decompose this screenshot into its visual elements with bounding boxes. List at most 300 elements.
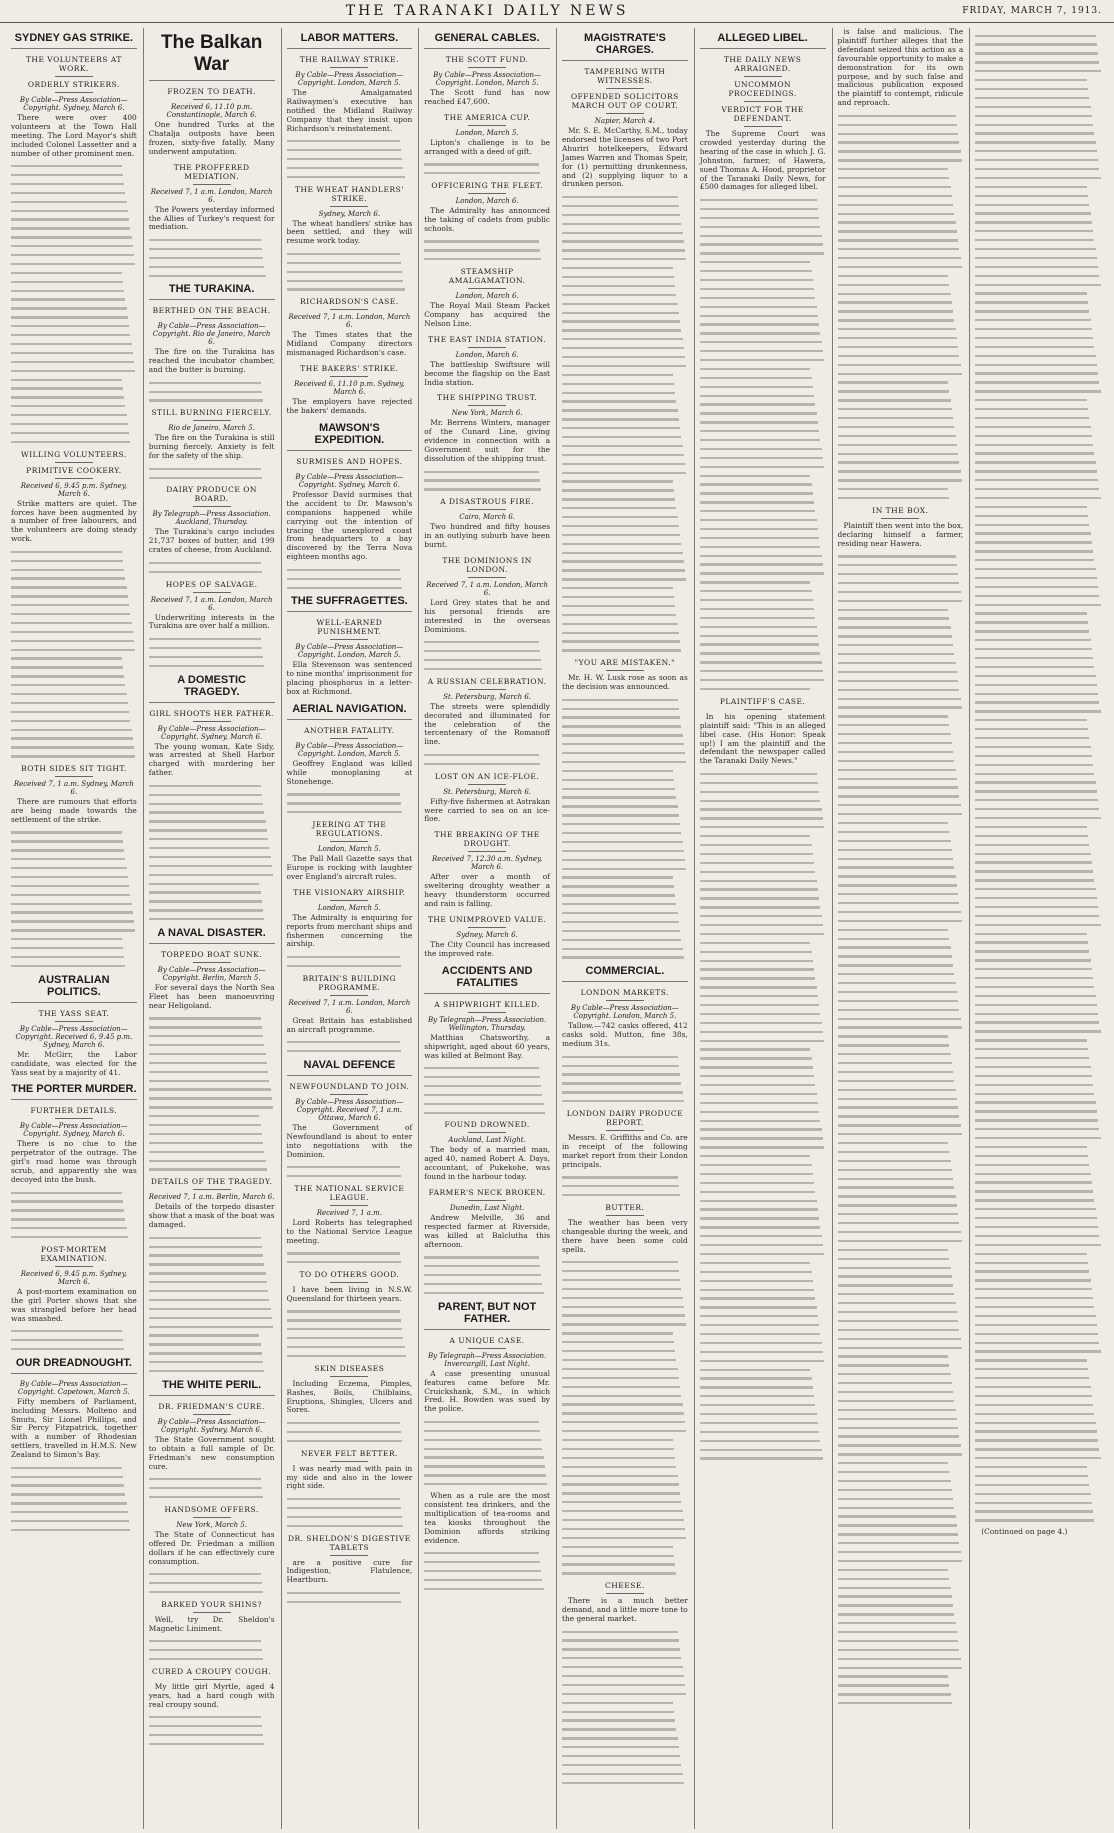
text-line xyxy=(975,319,1090,321)
text-line xyxy=(424,1439,541,1441)
text-line xyxy=(838,1498,954,1500)
text-line xyxy=(11,947,123,949)
article xyxy=(287,820,413,882)
text-line xyxy=(562,1448,674,1450)
issue-date: FRIDAY, MARCH 7, 1913. xyxy=(962,6,1102,16)
text-line xyxy=(838,982,956,984)
text-line xyxy=(838,893,959,895)
text-line xyxy=(975,266,1098,268)
text-line xyxy=(700,1377,812,1379)
article xyxy=(424,335,550,388)
article xyxy=(287,1364,413,1442)
text-line xyxy=(424,1483,547,1485)
text-line xyxy=(838,769,956,771)
text-line xyxy=(562,1711,674,1713)
article-subheading: BOTH SIDES SIT TIGHT. xyxy=(21,764,127,774)
text-line xyxy=(149,1716,261,1718)
illegible-body-text xyxy=(424,163,550,174)
article-subheading: BARKED YOUR SHINS? xyxy=(161,1599,263,1609)
article xyxy=(424,1336,550,1486)
text-line xyxy=(562,1782,684,1784)
article xyxy=(424,1000,550,1114)
article-subheading: BRITAIN'S BUILDING PROGRAMME. xyxy=(302,973,397,992)
text-line xyxy=(287,956,400,958)
article-body: There are rumours that efforts are being made towards the settlement of the strike. xyxy=(11,797,137,824)
text-line xyxy=(700,652,821,654)
text-line xyxy=(975,790,1097,792)
article-subheading: THE WHEAT HANDLERS' STRIKE. xyxy=(294,184,404,203)
text-line xyxy=(149,838,268,840)
text-line xyxy=(424,1283,542,1285)
article-dateline: Received 7, 1 a.m. xyxy=(316,1208,383,1217)
text-line xyxy=(700,1200,817,1202)
text-line xyxy=(11,441,130,443)
text-line xyxy=(149,1080,270,1082)
text-line xyxy=(149,918,265,920)
text-line xyxy=(700,510,816,512)
article xyxy=(562,32,688,61)
text-line xyxy=(975,346,1094,348)
article-body: There is a much better demand, and a little more tone to the general market. xyxy=(562,1596,688,1624)
text-line xyxy=(700,501,814,503)
text-line xyxy=(424,172,540,174)
article-body: The Turakina's cargo includes 21,737 boxes of butter, and 199 crates of cheese, from Auckland. xyxy=(148,527,275,555)
text-line xyxy=(838,337,957,339)
text-line xyxy=(700,1031,823,1033)
article-dateline: By Cable—Press Association—Copyright. Received 7, 1 a.m. Ottawa, March 6. xyxy=(295,1097,404,1122)
text-line xyxy=(11,657,122,659)
text-line xyxy=(424,1256,538,1258)
text-line xyxy=(562,1350,675,1352)
text-line xyxy=(838,1009,960,1011)
article-headline: A DOMESTIC TRAGEDY. xyxy=(149,674,275,703)
text-line xyxy=(562,427,680,429)
text-line xyxy=(838,582,960,584)
text-line xyxy=(11,334,130,336)
text-line xyxy=(424,1474,546,1476)
text-line xyxy=(700,306,817,308)
text-line xyxy=(562,1492,680,1494)
text-line xyxy=(838,1595,952,1597)
text-line xyxy=(149,1124,261,1126)
article-dateline: Sydney, March 6. xyxy=(318,209,381,218)
article-subheading: RICHARDSON'S CASE. xyxy=(300,297,399,307)
text-line xyxy=(287,1261,401,1263)
article-subheading: NEWFOUNDLAND TO JOIN. xyxy=(289,1081,410,1091)
illegible-body-text xyxy=(149,239,275,277)
text-line xyxy=(700,243,823,245)
text-line xyxy=(562,1377,679,1379)
article-subheading: THE DAILY NEWS ARRAIGNED. xyxy=(723,55,802,73)
text-line xyxy=(975,586,1098,588)
text-line xyxy=(562,374,673,376)
text-line xyxy=(700,466,824,468)
text-line xyxy=(562,1702,673,1704)
article xyxy=(149,709,275,921)
text-line xyxy=(975,639,1090,641)
illegible-body-text xyxy=(11,1330,137,1350)
text-line xyxy=(975,1404,1093,1406)
text-line xyxy=(838,1418,957,1420)
text-line xyxy=(838,617,950,619)
text-line xyxy=(700,880,817,882)
text-line xyxy=(149,1591,263,1593)
text-line xyxy=(11,586,127,588)
article-body: The Royal Mail Steam Packet Company has acquired the Nelson Line. xyxy=(424,300,550,328)
article xyxy=(287,618,413,697)
text-line xyxy=(975,1057,1089,1059)
text-line xyxy=(562,498,675,500)
text-line xyxy=(149,1044,265,1046)
divider xyxy=(330,639,368,640)
text-line xyxy=(562,1519,684,1521)
text-line xyxy=(700,359,824,361)
article-subheading: SKIN DISEASES xyxy=(314,1363,385,1373)
text-line xyxy=(700,1075,814,1077)
text-line xyxy=(838,1667,962,1669)
text-line xyxy=(700,688,811,690)
text-line xyxy=(975,79,1087,81)
divider xyxy=(55,478,93,479)
text-line xyxy=(149,382,261,384)
text-line xyxy=(700,1155,811,1157)
text-line xyxy=(975,177,1100,179)
article xyxy=(287,422,413,451)
text-line xyxy=(562,436,681,438)
text-line xyxy=(838,1204,957,1206)
article xyxy=(287,185,413,291)
article-body: Lipton's challenge is to be arranged with a deed of gift. xyxy=(424,137,550,156)
illegible-body-text xyxy=(11,1467,137,1532)
illegible-body-text xyxy=(287,1310,413,1357)
article xyxy=(287,595,413,612)
text-line xyxy=(562,1563,675,1565)
text-line xyxy=(975,381,1099,383)
text-line xyxy=(975,1333,1098,1335)
text-line xyxy=(149,1334,260,1336)
divider xyxy=(606,670,644,671)
text-line xyxy=(287,271,403,273)
text-line xyxy=(287,149,401,151)
text-line xyxy=(838,1106,959,1108)
text-line xyxy=(838,1329,960,1331)
text-line xyxy=(838,1684,950,1686)
article-subheading: NEVER FELT BETTER. xyxy=(300,1448,398,1458)
divider xyxy=(193,592,231,593)
text-line xyxy=(975,1422,1095,1424)
text-line xyxy=(562,841,683,843)
article-dateline: By Cable—Press Association—Copyright. Sydney, March 6. xyxy=(295,472,404,489)
article-dateline: By Cable—Press Association—Copyright. Sydney, March 6. xyxy=(157,1417,266,1434)
divider xyxy=(55,1266,93,1267)
text-line xyxy=(562,1475,678,1477)
text-line xyxy=(838,1018,961,1020)
text-line xyxy=(838,266,962,268)
article-headline: A NAVAL DISASTER. xyxy=(149,927,275,944)
article-dateline: By Telegraph—Press Association. Wellington, Thursday. xyxy=(427,1015,547,1032)
text-line xyxy=(562,876,673,878)
article-body: Andrew Melville, 36 and respected farmer at Riverside, was killed at Balclutha this afternoon. xyxy=(424,1213,550,1249)
text-line xyxy=(562,516,678,518)
text-line xyxy=(975,959,1090,961)
text-line xyxy=(838,635,952,637)
text-line xyxy=(424,1103,543,1105)
text-line xyxy=(838,1026,962,1028)
article-body: Messrs. E. Griffiths and Co. are in receipt of the following market report from their London principals. xyxy=(562,1133,688,1169)
text-line xyxy=(149,803,263,805)
text-line xyxy=(975,995,1095,997)
text-line xyxy=(975,1297,1093,1299)
article-dateline: Auckland, Last Night. xyxy=(448,1136,526,1145)
text-line xyxy=(700,1360,824,1362)
text-line xyxy=(700,208,818,210)
text-line xyxy=(424,1430,540,1432)
text-line xyxy=(11,174,123,176)
illegible-body-text xyxy=(562,1631,688,1784)
text-line xyxy=(975,1368,1088,1370)
text-line xyxy=(975,1021,1099,1023)
article xyxy=(424,915,550,959)
text-line xyxy=(287,140,400,142)
text-line xyxy=(838,751,954,753)
article-subheading: SURMISES AND HOPES. xyxy=(296,456,403,466)
column-6 xyxy=(695,28,833,1829)
illegible-body-text xyxy=(287,1166,413,1177)
text-line xyxy=(838,364,961,366)
divider xyxy=(330,376,368,377)
text-line xyxy=(838,453,959,455)
text-line xyxy=(975,97,1089,99)
text-line xyxy=(149,1133,262,1135)
text-line xyxy=(149,1281,267,1283)
text-line xyxy=(149,909,263,911)
text-line xyxy=(562,1737,678,1739)
text-line xyxy=(562,1510,683,1512)
text-line xyxy=(838,653,955,655)
text-line xyxy=(838,284,950,286)
text-line xyxy=(975,1128,1099,1130)
text-line xyxy=(975,604,1100,606)
text-line xyxy=(562,578,686,580)
text-line xyxy=(149,477,262,479)
text-line xyxy=(562,534,680,536)
text-line xyxy=(11,929,135,931)
text-line xyxy=(975,35,1095,37)
text-line xyxy=(975,88,1088,90)
divider xyxy=(55,462,93,463)
text-line xyxy=(11,1348,124,1350)
text-line xyxy=(149,656,263,658)
text-line xyxy=(562,1773,683,1775)
text-line xyxy=(287,288,405,290)
text-line xyxy=(11,1218,125,1220)
text-line xyxy=(11,956,124,958)
text-line xyxy=(975,817,1100,819)
text-line xyxy=(838,1435,960,1437)
text-line xyxy=(700,1404,816,1406)
text-line xyxy=(975,737,1089,739)
text-line xyxy=(149,820,266,822)
text-line xyxy=(424,1456,543,1458)
illegible-body-text xyxy=(287,1592,413,1603)
text-line xyxy=(838,884,957,886)
text-line xyxy=(700,995,818,997)
text-line xyxy=(287,587,403,589)
text-line xyxy=(838,319,955,321)
text-line xyxy=(562,1501,681,1503)
text-line xyxy=(700,537,819,539)
text-line xyxy=(11,666,123,668)
text-line xyxy=(838,248,960,250)
illegible-body-text xyxy=(424,1067,550,1114)
text-line xyxy=(975,168,1099,170)
text-line xyxy=(562,623,678,625)
text-line xyxy=(562,560,684,562)
text-line xyxy=(700,386,813,388)
text-line xyxy=(838,124,957,126)
divider xyxy=(193,1414,231,1415)
text-line xyxy=(838,866,955,868)
text-line xyxy=(562,752,685,754)
text-line xyxy=(287,1050,401,1052)
text-line xyxy=(838,929,949,931)
text-line xyxy=(838,1578,950,1580)
text-line xyxy=(700,1137,823,1139)
text-line xyxy=(838,564,957,566)
article-headline: THE SUFFRAGETTES. xyxy=(287,595,413,612)
text-line xyxy=(838,1275,952,1277)
text-line xyxy=(700,800,821,802)
text-line xyxy=(838,346,959,348)
text-line xyxy=(838,1186,955,1188)
text-line xyxy=(424,1552,538,1554)
text-line xyxy=(149,1649,262,1651)
text-line xyxy=(11,649,135,651)
article-subheading: A UNIQUE CASE. xyxy=(449,1335,525,1345)
text-line xyxy=(287,578,401,580)
article-body: The Amalgamated Railwaymen's executive has notified the Midland Railway Company that they insist upon Richardson's reinstatement. xyxy=(286,88,413,133)
article-dateline: By Cable—Press Association—Copyright. London, March 5. xyxy=(295,643,404,660)
text-line xyxy=(562,232,683,234)
text-line xyxy=(975,781,1095,783)
text-line xyxy=(149,1582,262,1584)
text-line xyxy=(700,377,812,379)
divider xyxy=(193,962,231,963)
article-body: The wheat handlers' strike has been settled, and they will resume work today. xyxy=(286,218,413,246)
text-line xyxy=(562,1359,676,1361)
article-subheading: FARMER'S NECK BROKEN. xyxy=(428,1188,546,1198)
article-body: A post-mortem examination on the girl Porter shows that she was strangled before her head was smashed. xyxy=(11,1286,137,1323)
text-line xyxy=(424,488,541,490)
text-line xyxy=(975,1004,1097,1006)
text-line xyxy=(975,1350,1100,1352)
text-line xyxy=(838,1649,960,1651)
illegible-body-text xyxy=(424,641,550,670)
text-line xyxy=(562,338,683,340)
article-headline: OUR DREADNOUGHT. xyxy=(11,1357,137,1374)
text-line xyxy=(975,1226,1098,1228)
text-line xyxy=(562,383,674,385)
divider xyxy=(330,469,368,470)
text-line xyxy=(975,1430,1097,1432)
text-line xyxy=(975,1342,1099,1344)
article-subheading: ANOTHER FATALITY. xyxy=(304,726,395,736)
text-line xyxy=(838,1373,951,1375)
text-line xyxy=(11,432,129,434)
text-line xyxy=(838,1391,954,1393)
text-line xyxy=(975,310,1089,312)
text-line xyxy=(562,1546,673,1548)
text-line xyxy=(149,1168,267,1170)
text-line xyxy=(287,1592,400,1594)
article-body: Mr. Berrens Winters, manager of the Cunard Line, giving evidence in connection with a Government suit for the dissolution of the shipping trust. xyxy=(424,418,550,464)
text-line xyxy=(838,479,962,481)
text-line xyxy=(562,1341,674,1343)
article-body: The young woman, Kate Sidy, was arrested at Shell Harbor charged with murdering her father. xyxy=(148,741,275,778)
article xyxy=(424,1188,550,1294)
article-body: The body of a married man, aged 40, named Robert A. Days, accountant, of Pukekohe, was found in the harbour today. xyxy=(424,1145,550,1182)
text-line xyxy=(838,159,962,161)
text-line xyxy=(838,301,952,303)
illegible-body-text xyxy=(424,1552,550,1590)
text-line xyxy=(975,595,1099,597)
text-line xyxy=(149,1237,261,1239)
text-line xyxy=(975,1519,1094,1521)
text-line xyxy=(11,1227,127,1229)
text-line xyxy=(149,1160,266,1162)
text-line xyxy=(149,1071,268,1073)
text-line xyxy=(562,1306,684,1308)
text-line xyxy=(562,1430,686,1432)
text-line xyxy=(149,874,273,876)
text-line xyxy=(562,525,679,527)
text-line xyxy=(562,1555,674,1557)
text-line xyxy=(287,1310,400,1312)
text-line xyxy=(975,301,1088,303)
text-line xyxy=(838,488,949,490)
article-subheading: A SHIPWRIGHT KILLED. xyxy=(434,999,541,1009)
text-line xyxy=(562,240,684,242)
text-line xyxy=(838,840,951,842)
text-line xyxy=(975,150,1097,152)
text-line xyxy=(562,249,685,251)
text-line xyxy=(11,569,124,571)
illegible-body-text xyxy=(562,699,688,959)
text-line xyxy=(700,1395,814,1397)
text-line xyxy=(562,743,684,745)
text-line xyxy=(838,204,954,206)
divider xyxy=(55,92,93,93)
text-line xyxy=(975,612,1087,614)
illegible-body-text xyxy=(975,35,1102,1522)
text-line xyxy=(700,643,819,645)
text-line xyxy=(700,1111,819,1113)
divider xyxy=(468,1012,506,1013)
text-line xyxy=(11,1484,124,1486)
illegible-body-text xyxy=(424,1256,550,1294)
text-line xyxy=(838,461,960,463)
text-line xyxy=(11,1339,123,1341)
article xyxy=(562,1109,688,1196)
article-headline: ACCIDENTS AND FATALITIES xyxy=(424,965,550,994)
text-line xyxy=(975,915,1099,917)
text-line xyxy=(700,817,823,819)
article-headline: COMMERCIAL. xyxy=(562,965,688,982)
text-line xyxy=(287,1507,401,1509)
text-line xyxy=(838,381,949,383)
article-headline: THE PORTER MURDER. xyxy=(11,1083,137,1100)
text-line xyxy=(975,1510,1093,1512)
